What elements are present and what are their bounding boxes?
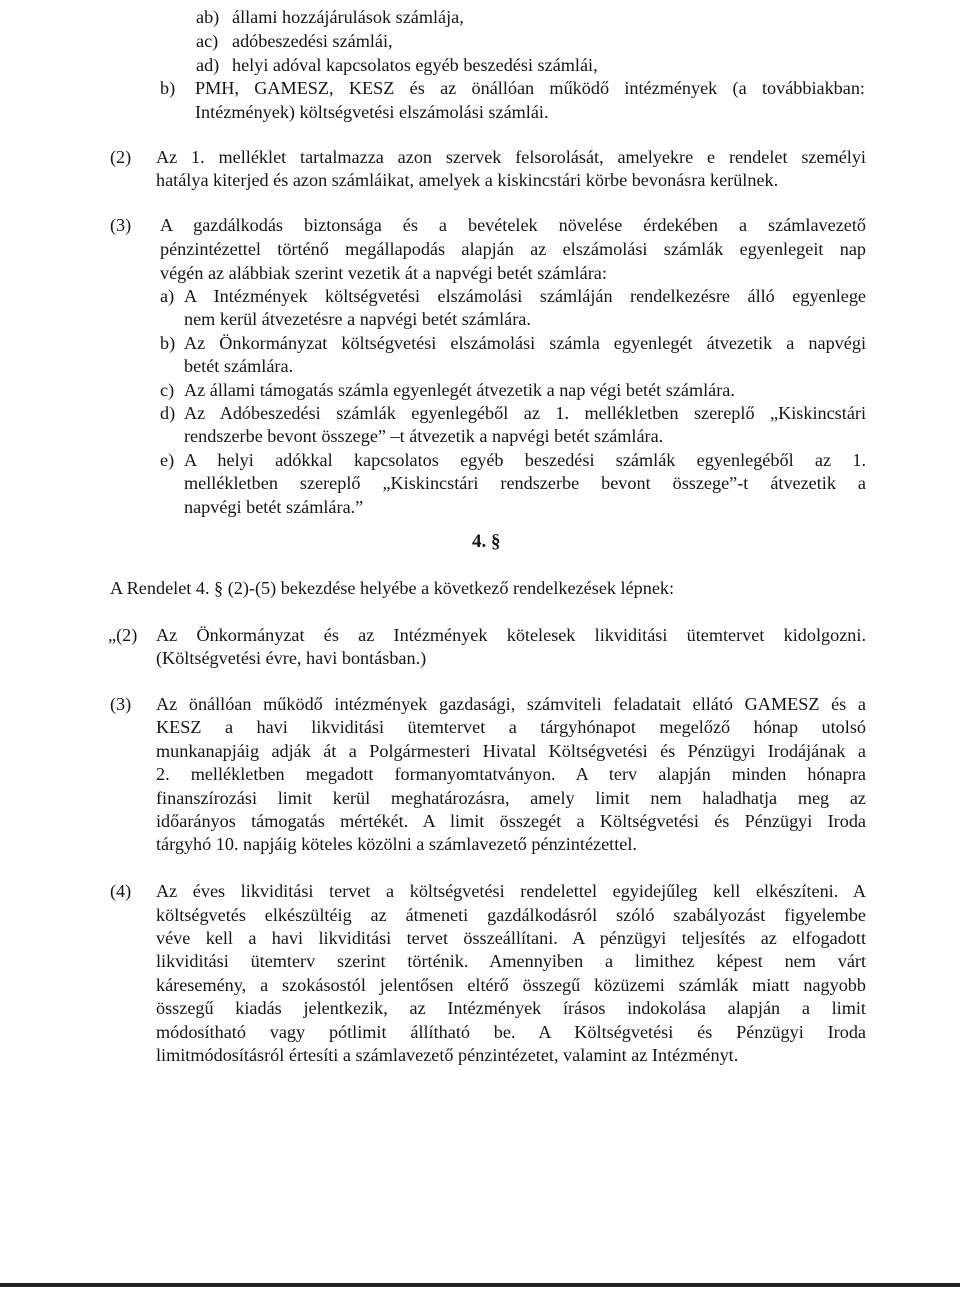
paragraph-line: KESZ a havi likviditási ütemtervet a tárgyhónapot megelőző hónap utolsó <box>156 717 866 737</box>
list-label: a) <box>160 286 175 306</box>
paragraph-number: (3) <box>110 694 132 714</box>
paragraph-line: A helyi adókkal kapcsolatos egyéb beszedési számlák egyenlegéből az 1. <box>184 450 866 470</box>
list-item-text: helyi adóval kapcsolatos egyéb beszedési számlái, <box>232 55 598 75</box>
list-label: ab) <box>196 7 220 27</box>
paragraph-line: (Költségvetési évre, havi bontásban.) <box>156 648 427 668</box>
paragraph-line: költségvetés elkészültéig az átmeneti gazdálkodásról szóló szabályozást figyelembe <box>156 905 866 925</box>
paragraph-line: A Intézmények költségvetési elszámolási számláján rendelkezésre álló egyenlege <box>184 286 866 306</box>
paragraph-line: finanszírozási limit kerül meghatározásra, amely limit nem haladhatja meg az <box>156 788 866 808</box>
list-item-text: állami hozzájárulások számlája, <box>232 7 464 27</box>
paragraph-line: 2. mellékletben megadott formanyomtatványon. A terv alapján minden hónapra <box>156 764 866 784</box>
paragraph-line: káresemény, a szokásostól jelentősen eltérő összegű közüzemi számlák miatt nagyobb <box>156 975 866 995</box>
paragraph-line: nem kerül átvezetésre a napvégi betét számlára. <box>184 309 531 329</box>
paragraph-line: véve kell a havi likviditási tervet összeállítani. A pénzügyi teljesítés az elfogadott <box>156 928 866 948</box>
section-heading: 4. § <box>472 531 501 552</box>
paragraph-number: (3) <box>110 215 132 235</box>
paragraph-line: PMH, GAMESZ, KESZ és az önállóan működő intézmények (a továbbiakban: <box>195 78 865 98</box>
list-label: b) <box>160 78 176 98</box>
paragraph-line: Az Önkormányzat és az Intézmények kötelesek likviditási ütemtervet kidolgozni. <box>156 625 866 645</box>
paragraph-line: Az Adóbeszedési számlák egyenlegéből az 1. mellékletben szereplő „Kiskincstári <box>184 403 866 423</box>
paragraph-line: betét számlára. <box>184 356 294 376</box>
paragraph-line: Az 1. melléklet tartalmazza azon szervek felsorolását, amelyekre e rendelet személyi <box>156 147 866 167</box>
list-label: c) <box>160 380 175 400</box>
paragraph-line: tárgyhó 10. napjáig köteles közölni a számlavezető pénzintézettel. <box>156 834 637 854</box>
paragraph-line: Az önállóan működő intézmények gazdasági, számviteli feladatait ellátó GAMESZ és a <box>156 694 866 714</box>
paragraph-line: összegű kiadás jelentkezik, az Intézmények írásos indokolása alapján a limit <box>156 998 866 1018</box>
paragraph-line: likviditási ütemterv szerint történik. Amennyiben a limithez képest nem várt <box>156 951 866 971</box>
paragraph-line: Intézmények) költségvetési elszámolási számlái. <box>195 102 549 122</box>
list-label: b) <box>160 333 176 353</box>
paragraph-line: végén az alábbiak szerint vezetik át a napvégi betét számlára: <box>160 263 607 283</box>
paragraph-line: A gazdálkodás biztonsága és a bevételek növelése érdekében a számlavezető <box>160 215 866 235</box>
list-label: d) <box>160 403 176 423</box>
page-bottom-rule <box>0 1283 960 1287</box>
paragraph-line: pénzintézettel történő megállapodás alapján az elszámolási számlák egyenlegeit nap <box>160 239 866 259</box>
list-label: e) <box>160 450 175 470</box>
list-label: ac) <box>196 31 219 51</box>
intro-line: A Rendelet 4. § (2)-(5) bekezdése helyébe a következő rendelkezések lépnek: <box>110 578 675 598</box>
paragraph-line: napvégi betét számlára.” <box>184 497 364 517</box>
paragraph-line: munkanapjáig adják át a Polgármesteri Hivatal Költségvetési és Pénzügyi Irodájának a <box>156 741 866 761</box>
paragraph-line: Az éves likviditási tervet a költségvetési rendelettel egyidejűleg kell elkészíteni. A <box>156 881 866 901</box>
list-label: ad) <box>196 55 220 75</box>
paragraph-line: rendszerbe bevont összege” –t átvezetik a napvégi betét számlára. <box>184 426 664 446</box>
paragraph-number: „(2) <box>108 625 138 645</box>
paragraph-line: módosítható vagy pótlimit állítható be. A Költségvetési és Pénzügyi Iroda <box>156 1022 866 1042</box>
paragraph-line: limitmódosításról értesíti a számlavezető pénzintézetet, valamint az Intézményt. <box>156 1045 739 1065</box>
list-item-text: adóbeszedési számlái, <box>232 31 393 51</box>
paragraph-line: Az Önkormányzat költségvetési elszámolási számla egyenlegét átvezetik a napvégi <box>184 333 866 353</box>
paragraph-number: (4) <box>110 881 132 901</box>
paragraph-line: Az állami támogatás számla egyenlegét átvezetik a nap végi betét számlára. <box>184 380 735 400</box>
paragraph-line: időarányos támogatás mértékét. A limit összegét a Költségvetési és Pénzügyi Iroda <box>156 811 866 831</box>
paragraph-line: hatálya kiterjed és azon számláikat, amelyek a kiskincstári körbe bevonásra kerülnek. <box>156 170 779 190</box>
paragraph-number: (2) <box>110 147 132 167</box>
paragraph-line: mellékletben szereplő „Kiskincstári rendszerbe bevont összege”-t átvezetik a <box>184 473 866 493</box>
